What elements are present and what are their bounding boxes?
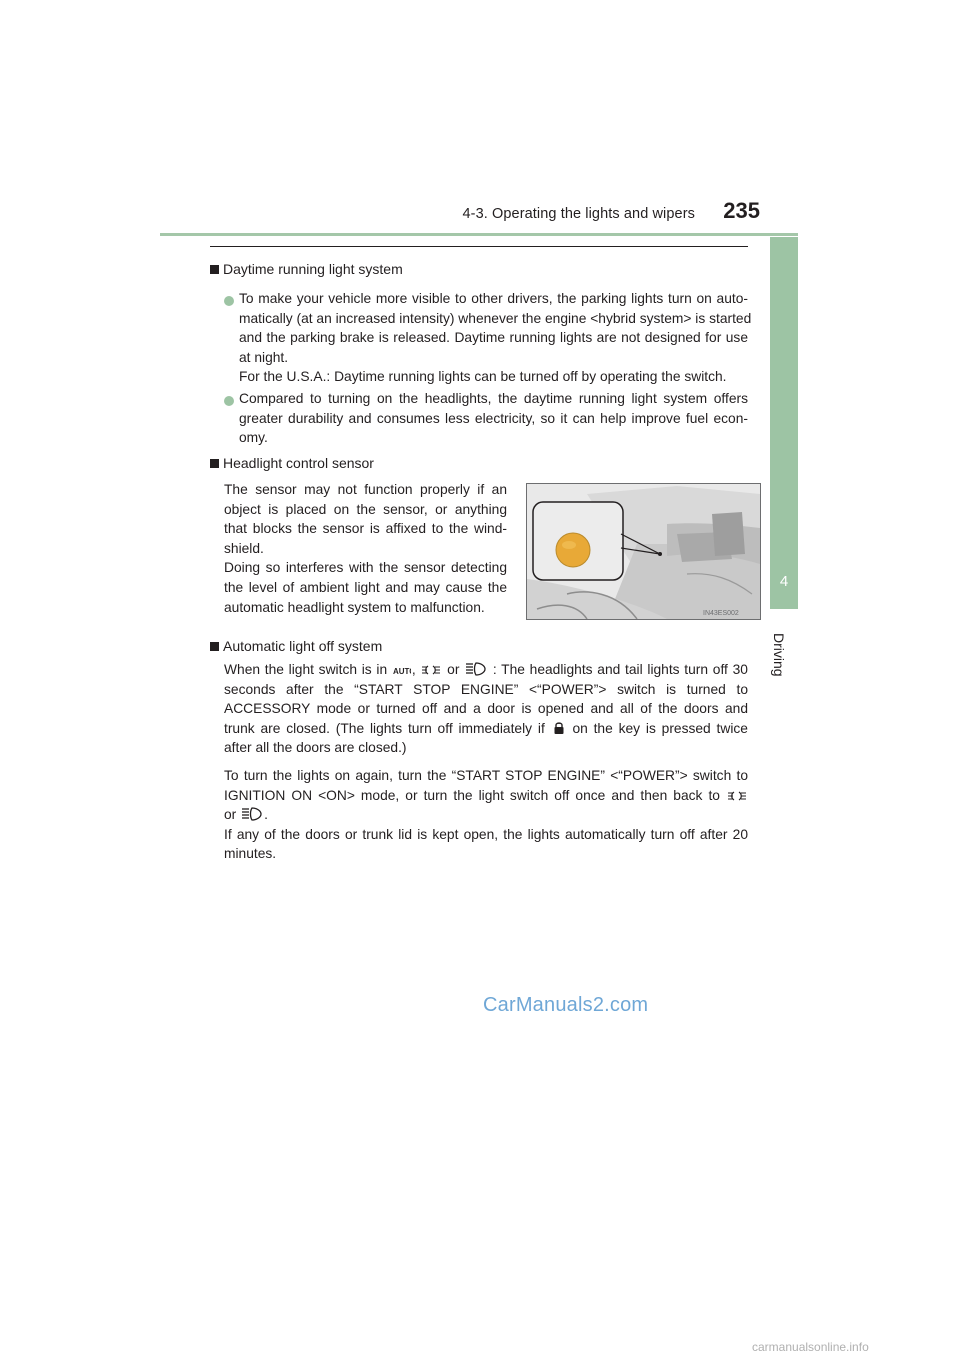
auto-light-icon xyxy=(393,662,411,682)
auto-off-paragraph-2: To turn the lights on again, turn the “START STOP ENGINE” <“POWER”> switch to IGNITION ON <ON> mode, or turn the light switch off once and then back to or . If any of the doors or trunk lid is kept open, the lights automatically turn off after 20 minutes. xyxy=(224,768,748,862)
auto-off-p2-line-3: or . xyxy=(224,805,748,825)
heading-square-icon xyxy=(210,459,219,468)
bullet-dot-icon xyxy=(224,296,234,306)
sensor-drawing xyxy=(527,484,760,619)
heading-square-icon xyxy=(210,642,219,651)
headlight-icon xyxy=(241,807,263,827)
sensor-illustration xyxy=(526,483,761,620)
drl-bullet-1: To make your vehicle more visible to other drivers, the parking lights turn on auto- matically (at an increased intensity) whenever the engine <hybrid system> is started and the parking brake is released. Daytime running lights are not designed for use at night. For the U.S.A.: Daytime running lights can be turned off by operating the switch. xyxy=(239,291,752,385)
online-watermark: carmanualsonline.info xyxy=(752,1340,869,1354)
page-number: 235 xyxy=(723,198,760,223)
parking-light-icon xyxy=(727,788,747,808)
bullet-dot-icon xyxy=(224,396,234,406)
figure-code: IN43ES002 xyxy=(703,610,739,617)
svg-text:AUTO: AUT xyxy=(392,667,410,676)
chapter-label: Driving xyxy=(771,633,787,677)
auto-off-p2-line-2: IGNITION ON <ON> mode, or turn the light switch off once and then back to xyxy=(224,786,748,806)
auto-off-line-1: When the light switch is in AUT , or : The headlights and tail lights turn off 30 xyxy=(224,660,748,680)
header-rule xyxy=(160,233,798,236)
drl-bullet-2: Compared to turning on the headlights, the daytime running light system offers greater durability and consumes less electricity, so it can help improve fuel econ- omy. xyxy=(239,391,748,446)
chapter-number: 4 xyxy=(779,573,789,590)
parking-light-icon xyxy=(421,662,441,682)
heading-square-icon xyxy=(210,265,219,274)
sensor-description: The sensor may not function properly if an object is placed on the sensor, or anything that blocks the sensor is affixed to the wind- shield. Doing so interferes with the sensor detecting the level of ambient light and may cause the automatic headlight system to malfunction. xyxy=(224,482,507,615)
auto-off-paragraph-1: When the light switch is in AUT , or : The headlights and tail lights turn off 30 seconds after the “START STOP ENGINE” <“POWER”> switch is turned to ACCESSORY mode or turned off and a door is opened and all of the doors and trunk are closed. (The lights turn off immediately if on the key is pressed twice after all the doors are closed.) xyxy=(224,662,748,756)
sensor-heading: Headlight control sensor xyxy=(210,455,374,471)
headlight-icon xyxy=(465,662,487,682)
section-title: 4-3. Operating the lights and wipers xyxy=(462,206,695,222)
content-top-rule xyxy=(210,246,748,247)
auto-off-line-4: trunk are closed. (The lights turn off immediately if on the key is pressed twice xyxy=(224,719,748,739)
chapter-side-tab xyxy=(770,237,798,609)
auto-off-heading: Automatic light off system xyxy=(210,638,382,654)
lock-icon xyxy=(552,721,566,741)
drl-heading: Daytime running light system xyxy=(210,261,403,277)
carmanuals-watermark: CarManuals2.com xyxy=(483,994,649,1016)
